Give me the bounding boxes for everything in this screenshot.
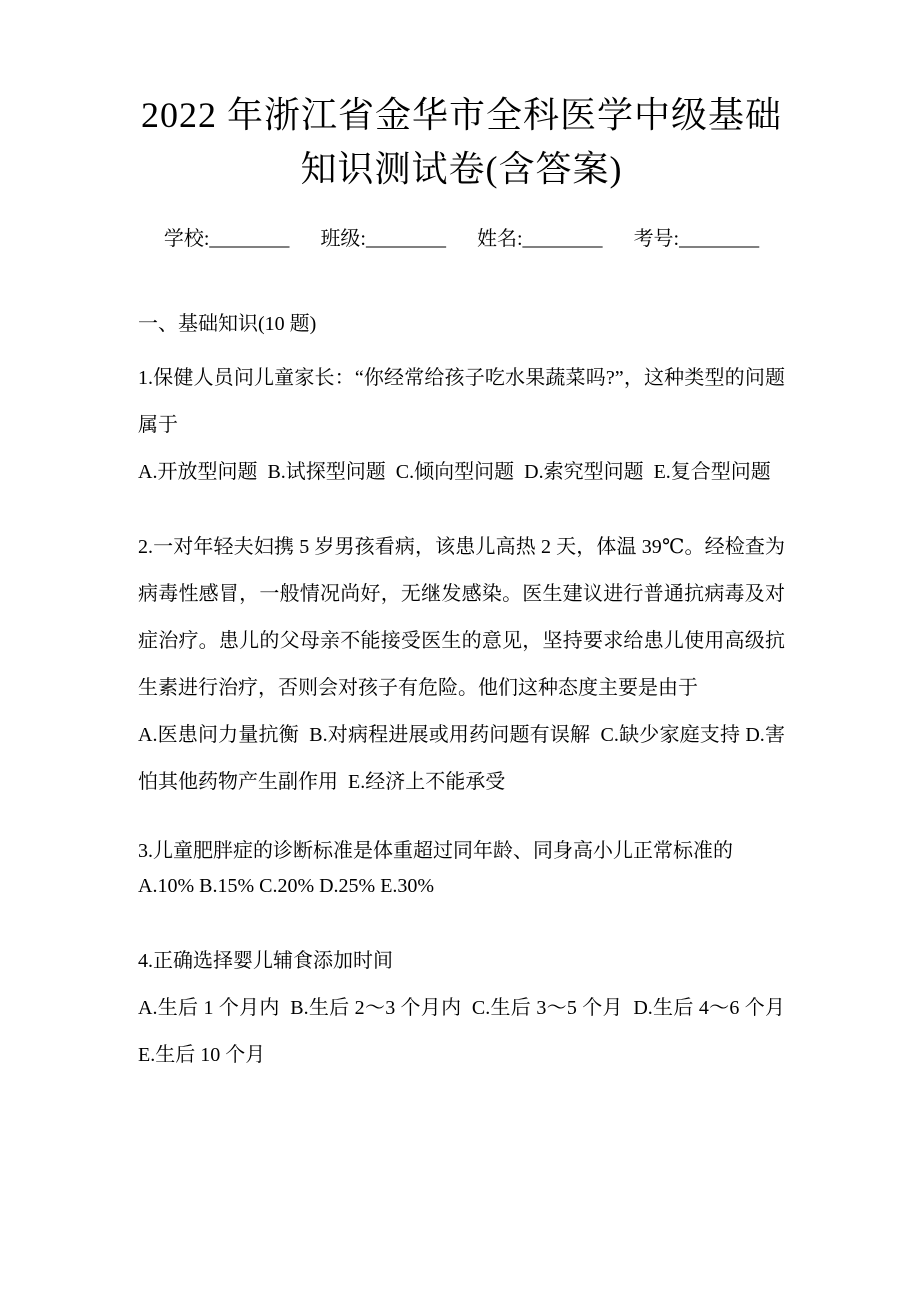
question-3-options: A.10% B.15% C.20% D.25% E.30% [138,875,435,897]
name-field: 姓名:________ [477,228,603,250]
school-field: 学校:________ [163,228,290,250]
question-2 [138,524,785,806]
question-4 [138,938,795,1079]
question-1-text: 1.保健人员问儿童家长：“你经常给孩子吃水果蔬菜吗?”，这种类型的问题属于 [138,367,785,436]
class-field: 班级:________ [320,228,446,250]
question-2-text: 2.一对年轻夫妇携 5 岁男孩看病，该患儿高热 2 天，体温 39℃。经检查为病毒性感冒，一般情况尚好，无继发感染。医生建议进行普通抗病毒及对症治疗。患儿的父母亲不能接受医生的意见，坚持要求给患儿使用高级抗生素进行治疗，否则会对孩子有危险。他们这种态度主要是由于 [138,536,785,699]
question-1 [138,355,785,496]
question-3 [138,834,785,904]
document-title: 2022 年浙江省金华市全科医学中级基础知识测试卷(含答案) [140,95,782,189]
question-2-options: A.医患问力量抗衡 B.对病程进展或用药问题有误解 C.缺少家庭支持 D.害怕其他药物产生副作用 E.经济上不能承受 [138,724,785,793]
question-4-text: 4.正确选择婴儿辅食添加时间 [138,950,393,972]
section-heading: 一、基础知识(10 题) [138,313,317,335]
question-1-options: A.开放型问题 B.试探型问题 C.倾向型问题 D.索究型问题 E.复合型问题 [138,461,771,483]
student-info-line [138,222,785,251]
exam-number-field: 考号:________ [633,228,760,250]
question-4-options: A.生后 1 个月内 B.生后 2～3 个月内 C.生后 3～5 个月 D.生后 4～6 个月 E.生后 10 个月 [138,997,795,1066]
question-3-text: 3.儿童肥胖症的诊断标准是体重超过同年龄、同身高小儿正常标准的 [138,840,733,862]
